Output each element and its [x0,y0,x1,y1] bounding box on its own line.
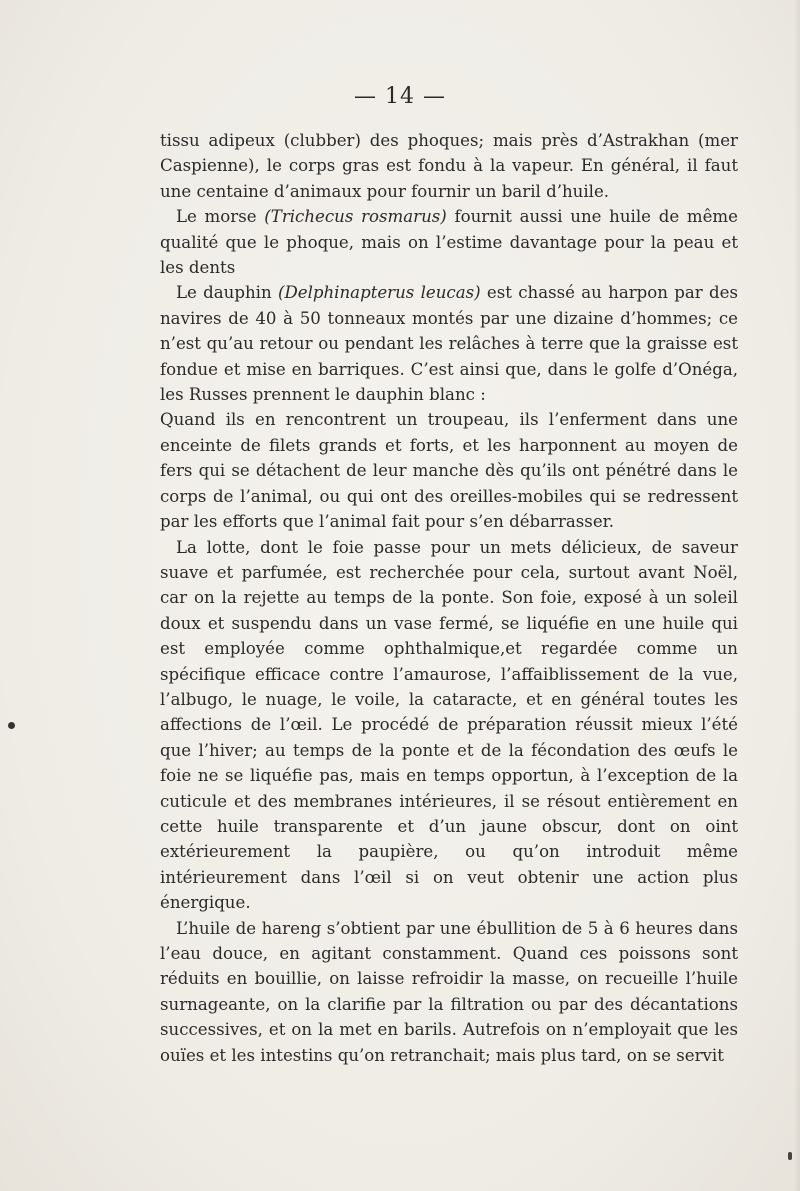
page-number: — 14 — [354,84,446,109]
species-name-dauphin: (Delphinapterus leucas) [277,283,481,303]
paragraph-3 [160,280,738,407]
paragraph-2 [160,204,738,280]
page-edge-shadow [794,0,800,1191]
paragraph-4: Quand ils en rencontrent un troupeau, ils l’enferment dans une enceinte de filets grands et forts, et les harponnent au moyen de fers qui se détachent de leur manche dès qu’ils ont pénétré dans le corps de l’animal, ou qui ont des oreilles-mobiles qui se redressent par les efforts que l’animal fait pour s’en débarrasser. [160,410,738,532]
paragraph-2-after: fournit aussi une huile de même qualité que le phoque, mais on l’estime davantage pour la peau et les dents [160,207,738,278]
paragraph-5: La lotte, dont le foie passe pour un mets délicieux, de saveur suave et parfumée, est recherchée pour cela, surtout avant Noël, car on la rejette au temps de la ponte. Son foie, exposé à un soleil doux et suspendu dans un vase fermé, se liquéfie en une huile qui est employée comme ophthalmique,et regardée comme un spécifique efficace contre l’amaurose, l’affaiblissement de la vue, l’albugo, le nuage, le voile, la cataracte, et en général toutes les affections de l’œil. Le procédé de préparation réussit mieux l’été que l’hiver; au temps de la ponte et de la fécondation des œufs le foie ne se liquéfie pas, mais en temps opportun, à l’exception de la cuticule et des membranes intérieures, il se résout entièrement en cette huile transparente et d’un jaune obscur, dont on oint extérieurement la paupière, ou qu’on introduit même intérieurement dans l’œil si on veut obtenir une action plus énergique. [160,537,738,913]
species-name-morse: (Trichecus rosmarus) [264,207,447,227]
paragraph-1: tissu adipeux (clubber) des phoques; mais près d’Astrakhan (mer Caspienne), le corps gras est fondu à la vapeur. En général, il faut une centaine d’animaux pour fournir un baril d’huile. [160,131,738,201]
paragraph-2-before: Le morse [176,207,265,227]
paragraph-3-before: Le dauphin [176,283,278,303]
ink-mark [788,1152,792,1160]
ink-spot [8,722,15,729]
paragraph-6: L’huile de hareng s’obtient par une ébullition de 5 à 6 heures dans l’eau douce, en agitant constamment. Quand ces poissons sont réduits en bouillie, on laisse refroidir la masse, on recueille l’huile surnageante, on la clarifie par la filtration ou par des décantations successives, et on la met en barils. Autrefois on n’employait que les ouïes et les intestins qu’on retranchait; mais plus tard, on se servit [160,918,738,1065]
paragraph-3-after: est chassé au harpon par des navires de 40 à 50 tonneaux montés par une dizaine d’hommes; ce n’est qu’au retour ou pendant les relâches à terre que la graisse est fondue et mise en barriques. C’est ainsi que, dans le golfe d’Onéga, les Russes prennent le dauphin blanc : [160,283,738,405]
body-text [160,128,738,1068]
